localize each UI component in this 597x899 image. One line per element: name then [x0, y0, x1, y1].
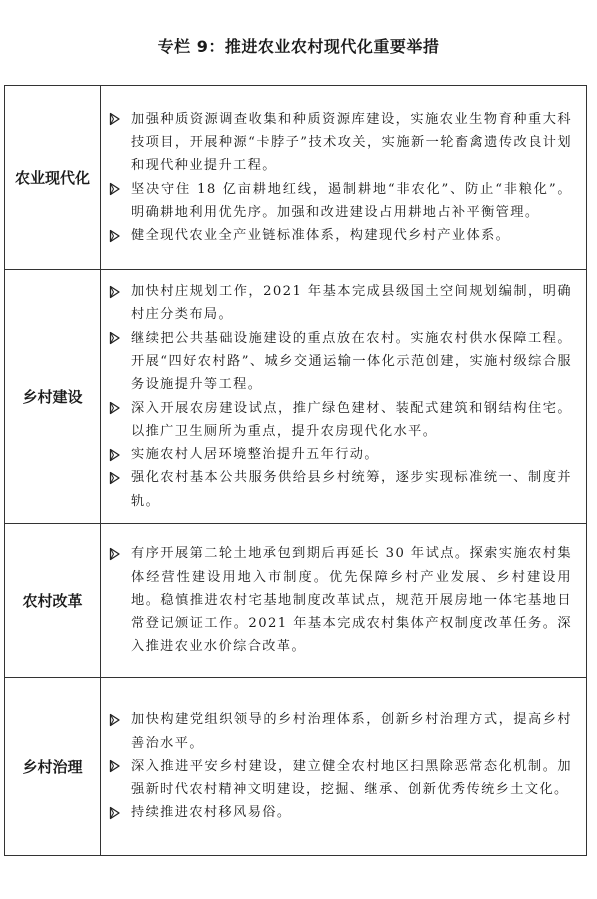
- category-cell: 乡村治理: [5, 678, 101, 856]
- arrow-bullet-icon: [109, 801, 131, 824]
- arrow-bullet-icon: [109, 708, 131, 731]
- item-text: 实施农村人居环境整治提升五年行动。: [131, 447, 379, 463]
- item-text: 强化农村基本公共服务供给县乡村统筹，逐步实现标准统一、制度并轨。: [131, 470, 572, 509]
- category-cell: 乡村建设: [5, 270, 101, 524]
- arrow-bullet-icon: [109, 443, 131, 466]
- table-row: [5, 86, 587, 270]
- items-cell: [101, 270, 587, 524]
- table-row: [5, 270, 587, 524]
- list-item: [109, 397, 572, 444]
- item-text: 继续把公共基础设施建设的重点放在农村。实施农村供水保障工程。开展“四好农村路”、城乡交通运输一体化示范创建，实施村级综合服务设施提升等工程。: [131, 330, 572, 393]
- items-cell: [101, 678, 587, 856]
- arrow-bullet-icon: [109, 178, 131, 201]
- item-text: 持续推进农村移风易俗。: [131, 805, 292, 821]
- category-cell: 农业现代化: [5, 86, 101, 270]
- measures-table: [4, 85, 587, 856]
- list-item: [109, 327, 572, 397]
- category-cell: 农村改革: [5, 524, 101, 678]
- list-item: [109, 466, 572, 513]
- list-item: [109, 708, 572, 755]
- table-row: [5, 524, 587, 678]
- items-cell: [101, 524, 587, 678]
- arrow-bullet-icon: [109, 466, 131, 489]
- item-text: 健全现代农业全产业链标准体系，构建现代乡村产业体系。: [131, 228, 511, 244]
- list-item: [109, 542, 572, 658]
- item-text: 加强种质资源调查收集和种质资源库建设，实施农业生物育种重大科技项目，开展种源“卡脖子”技术攻关，实施新一轮畜禽遗传改良计划和现代种业提升工程。: [131, 111, 572, 174]
- table-row: [5, 678, 587, 856]
- panel-title: 专栏 9：推进农业农村现代化重要举措: [157, 37, 440, 56]
- item-text: 深入开展农房建设试点，推广绿色建材、装配式建筑和钢结构住宅。以推广卫生厕所为重点，提升农房现代化水平。: [131, 400, 572, 439]
- item-text: 有序开展第二轮土地承包到期后再延长 30 年试点。探索实施农村集体经营性建设用地入市制度。优先保障乡村产业发展、乡村建设用地。稳慎推进农村宅基地制度改革试点，规范开展房地一体宅基地日常登记颁证工作。2021 年基本完成农村集体产权制度改革任务。深入推进农业水价综合改革。: [131, 546, 572, 655]
- list-item: [109, 108, 572, 178]
- item-text: 坚决守住 18 亿亩耕地红线，遏制耕地“非农化”、防止“非粮化”。明确耕地利用优先序。加强和改进建设占用耕地占补平衡管理。: [131, 181, 572, 220]
- arrow-bullet-icon: [109, 280, 131, 303]
- arrow-bullet-icon: [109, 327, 131, 350]
- items-cell: [101, 86, 587, 270]
- item-text: 加快村庄规划工作，2021 年基本完成县级国土空间规划编制，明确村庄分类布局。: [131, 284, 572, 323]
- arrow-bullet-icon: [109, 397, 131, 420]
- list-item: [109, 178, 572, 225]
- arrow-bullet-icon: [109, 224, 131, 247]
- item-text: 加快构建党组织领导的乡村治理体系，创新乡村治理方式，提高乡村善治水平。: [131, 712, 572, 751]
- list-item: [109, 801, 572, 824]
- list-item: [109, 224, 572, 247]
- list-item: [109, 755, 572, 802]
- list-item: [109, 443, 572, 466]
- arrow-bullet-icon: [109, 542, 131, 565]
- arrow-bullet-icon: [109, 755, 131, 778]
- item-text: 深入推进平安乡村建设，建立健全农村地区扫黑除恶常态化机制。加强新时代农村精神文明建设，挖掘、继承、创新优秀传统乡土文化。: [131, 758, 572, 798]
- list-item: [109, 280, 572, 327]
- arrow-bullet-icon: [109, 108, 131, 131]
